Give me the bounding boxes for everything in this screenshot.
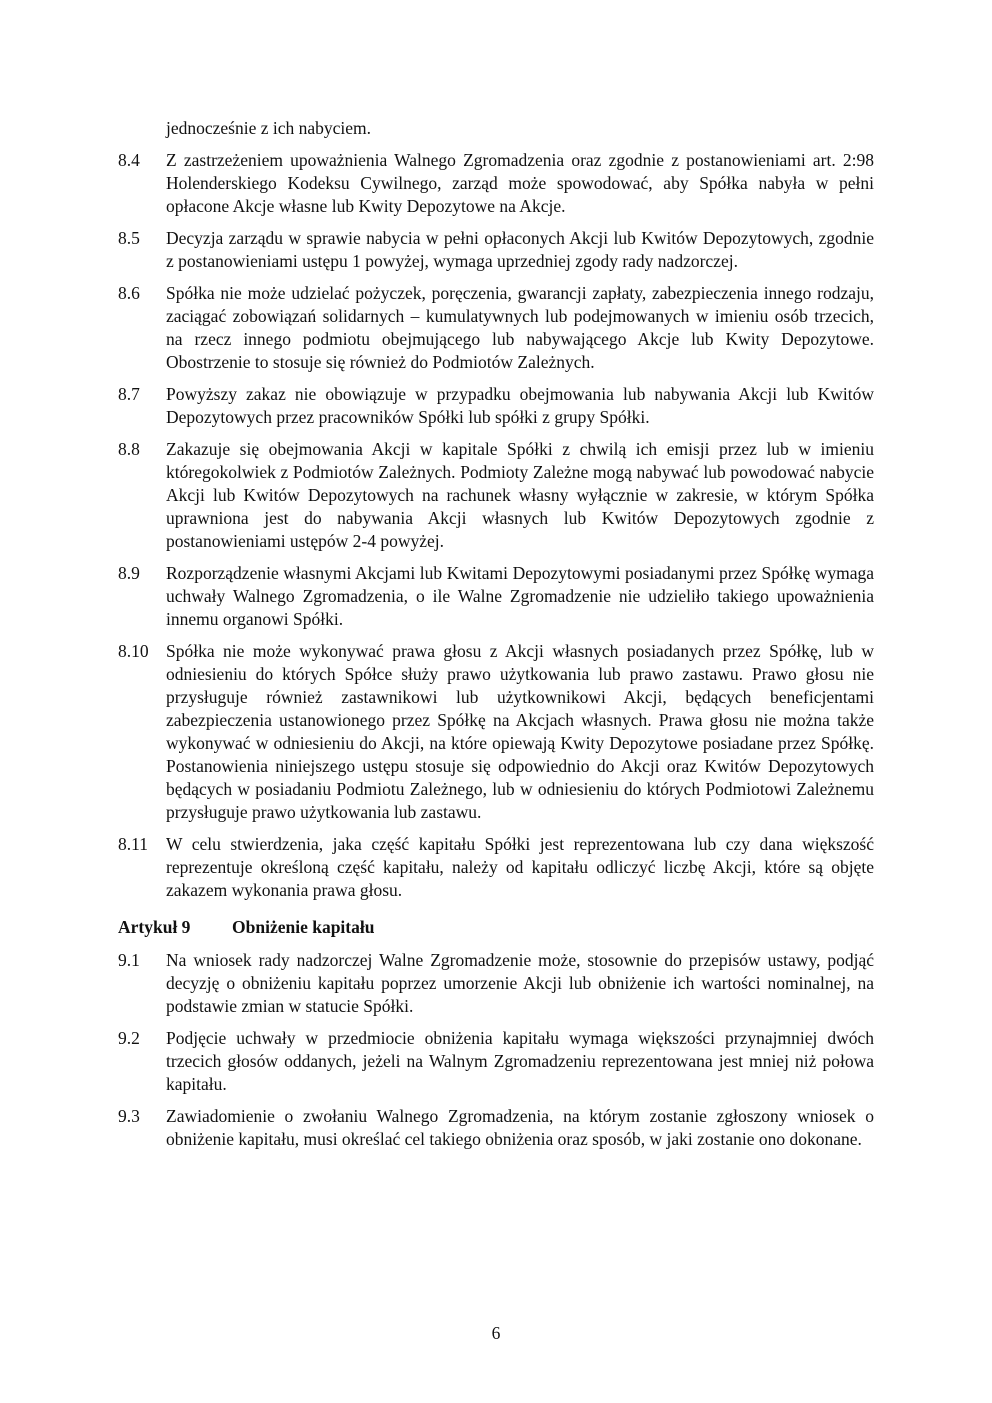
clause-number: 8.4 xyxy=(118,150,140,170)
page-content xyxy=(118,117,874,1160)
clause-text: Zawiadomienie o zwołaniu Walnego Zgromadzenia, na którym zostanie zgłoszony wniosek o obniżenie kapitału, musi określać cel takiego obniżenia oraz sposób, w jaki zostanie ono dokonane. xyxy=(166,1106,874,1149)
clause-number: 9.3 xyxy=(118,1106,140,1126)
clause-text: Powyższy zakaz nie obowiązuje w przypadku obejmowania lub nabywania Akcji lub Kwitów Depozytowych przez pracowników Spółki lub spółki z grupy Spółki. xyxy=(166,384,874,427)
clauses-section-9 xyxy=(118,949,874,1151)
clause-8-6 xyxy=(118,282,874,374)
page-number: 6 xyxy=(491,1323,501,1343)
clause-8-5 xyxy=(118,227,874,273)
clause-text: Podjęcie uchwały w przedmiocie obniżenia kapitału wymaga większości przynajmniej dwóch trzecich głosów oddanych, jeżeli na Walnym Zgromadzeniu reprezentowana jest mniej niż połowa kapitału. xyxy=(166,1028,874,1094)
clauses-section-8 xyxy=(118,149,874,902)
clause-number: 8.11 xyxy=(118,834,148,854)
article-label: Artykuł 9 xyxy=(118,917,191,937)
clause-text: Decyzja zarządu w sprawie nabycia w pełni opłaconych Akcji lub Kwitów Depozytowych, zgodnie z postanowieniami ustępu 1 powyżej, wymaga uprzedniej zgody rady nadzorczej. xyxy=(166,228,874,271)
clause-text: Spółka nie może udzielać pożyczek, poręczenia, gwarancji zapłaty, zabezpieczenia innego rodzaju, zaciągać zobowiązań solidarnych – kumulatywnych lub podejmowanych w imieniu osób trzecich, na rzecz innego podmiotu obejmującego lub nabywającego Akcje lub Kwity Depozytowe. Obostrzenie to stosuje się również do Podmiotów Zależnych. xyxy=(166,283,874,372)
clause-8-7 xyxy=(118,383,874,429)
clause-text: W celu stwierdzenia, jaka część kapitału Spółki jest reprezentowana lub czy dana większość reprezentuje określoną część kapitału, należy od kapitału odliczyć liczbę Akcji, które są objęte zakazem wykonania prawa głosu. xyxy=(166,834,874,900)
clause-text: Na wniosek rady nadzorczej Walne Zgromadzenie może, stosownie do przepisów ustawy, podjąć decyzję o obniżeniu kapitału poprzez umorzenie Akcji lub obniżenie ich wartości nominalnej, na podstawie zmian w statucie Spółki. xyxy=(166,950,874,1016)
clause-8-9 xyxy=(118,562,874,631)
clause-number: 8.7 xyxy=(118,384,140,404)
clause-text: Spółka nie może wykonywać prawa głosu z Akcji własnych posiadanych przez Spółkę, lub w odniesieniu do których Spółce służy prawo użytkowania lub prawo zastawu. Prawo głosu nie przysługuje również zastawnikowi lub użytkownikowi Akcji, będących beneficjentami zabezpieczenia ustanowionego przez Spółkę na Akcjach własnych. Prawa głosu nie można także wykonywać w odniesieniu do Akcji, na które opiewają Kwity Depozytowe posiadane przez Spółkę. Postanowienia niniejszego ustępu stosuje się odpowiednio do Akcji oraz Kwitów Depozytowych będących w posiadaniu Podmiotu Zależnego, lub w odniesieniu do których Podmiotowi Zależnemu przysługuje prawo użytkowania lub zastawu. xyxy=(166,641,874,822)
clause-9-2 xyxy=(118,1027,874,1096)
clause-number: 8.6 xyxy=(118,283,140,303)
clause-number: 9.1 xyxy=(118,950,140,970)
clause-number: 9.2 xyxy=(118,1028,140,1048)
clause-number: 8.8 xyxy=(118,439,140,459)
clause-9-1 xyxy=(118,949,874,1018)
continuation-paragraph: jednocześnie z ich nabyciem. xyxy=(166,118,372,138)
clause-number: 8.5 xyxy=(118,228,140,248)
clause-8-4 xyxy=(118,149,874,218)
clause-number: 8.9 xyxy=(118,563,140,583)
clause-text: Rozporządzenie własnymi Akcjami lub Kwitami Depozytowymi posiadanymi przez Spółkę wymaga uchwały Walnego Zgromadzenia, o ile Walne Zgromadzenie nie udzieliło takiego upoważnienia innemu organowi Spółki. xyxy=(166,563,874,629)
clause-number: 8.10 xyxy=(118,641,149,661)
article-heading xyxy=(118,916,874,939)
clause-8-10 xyxy=(118,640,874,824)
clause-text: Zakazuje się obejmowania Akcji w kapitale Spółki z chwilą ich emisji przez lub w imieniu któregokolwiek z Podmiotów Zależnych. Podmioty Zależne mogą nabywać lub powodować nabycie Akcji lub Kwitów Depozytowych na rachunek własny wyłącznie w zakresie, w którym Spółka uprawniona jest do nabywania Akcji własnych lub Kwitów Depozytowych zgodnie z postanowieniami ustępów 2-4 powyżej. xyxy=(166,439,874,551)
clause-8-11 xyxy=(118,833,874,902)
clause-9-3 xyxy=(118,1105,874,1151)
article-title: Obniżenie kapitału xyxy=(232,917,375,937)
clause-text: Z zastrzeżeniem upoważnienia Walnego Zgromadzenia oraz zgodnie z postanowieniami art. 2:98 Holenderskiego Kodeksu Cywilnego, zarząd może spowodować, aby Spółka nabyła w pełni opłacone Akcje własne lub Kwity Depozytowe na Akcje. xyxy=(166,150,874,216)
clause-8-8 xyxy=(118,438,874,553)
